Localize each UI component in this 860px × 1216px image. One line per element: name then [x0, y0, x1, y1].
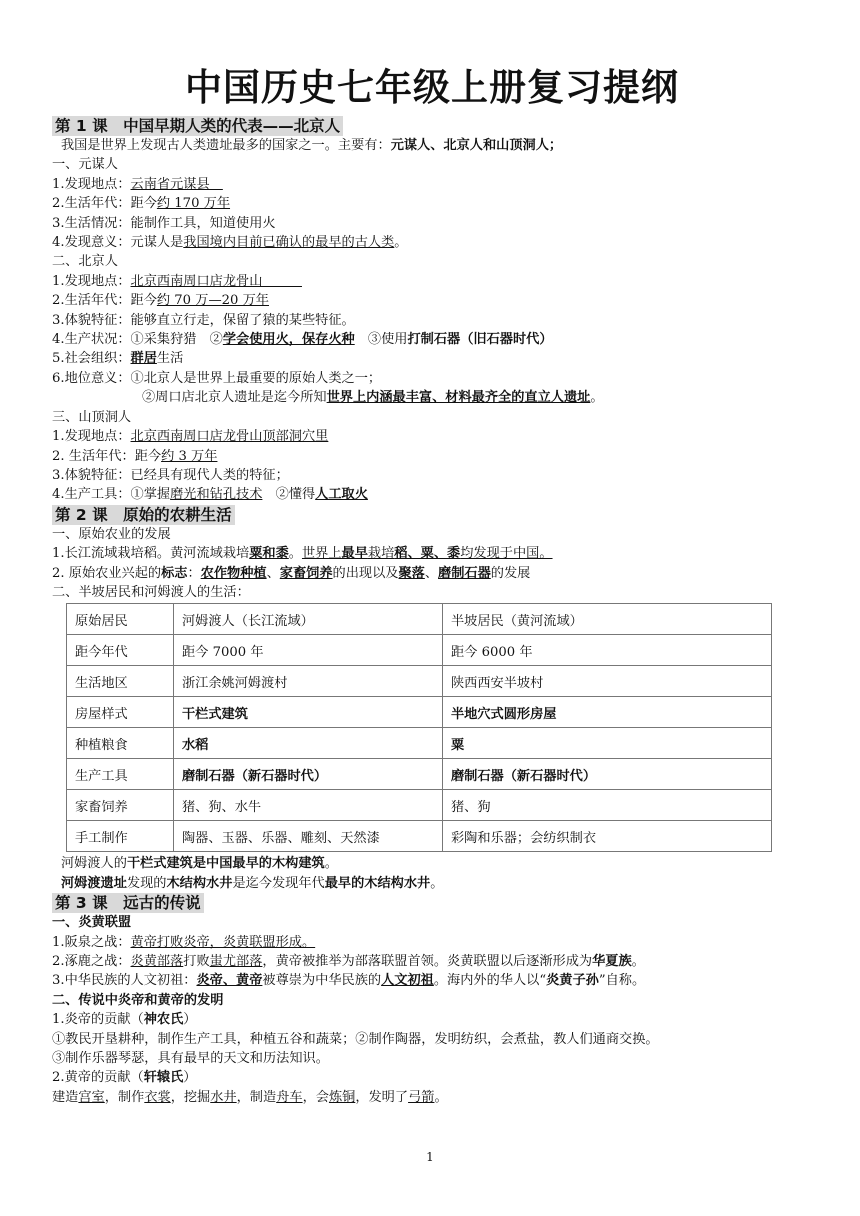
yuanmou-location: 1.发现地点：云南省元谋县 [52, 176, 223, 192]
table-row [67, 759, 772, 790]
table-cell: 猪、狗、水牛 [174, 790, 443, 821]
beijing-status-1: 6.地位意义：①北京人是世界上最重要的原始人类之一； [52, 370, 382, 386]
yandi-heading: 1.炎帝的贡献（神农氏） [52, 1012, 197, 1028]
table-cell: 水稻 [174, 728, 443, 759]
huangdi-heading: 2.黄帝的贡献（轩辕氏） [52, 1070, 197, 1086]
table-row [67, 790, 772, 821]
shanding-era: 2. 生活年代：距今约 3 万年 [52, 448, 218, 464]
beijing-status-2: ②周口店北京人遗址是迄今所知世界上内涵最丰富、材料最齐全的直立人遗址。 [142, 390, 604, 406]
table-row-label: 生产工具 [67, 759, 174, 790]
table-cell: 彩陶和乐器；会纺织制衣 [443, 821, 772, 852]
yandi-contrib-1: ①教民开垦耕种，制作生产工具，种植五谷和蔬菜；②制作陶器，发明纺织，会煮盐，教人们通商交换。 [52, 1031, 659, 1047]
table-row-label: 手工制作 [67, 821, 174, 852]
table-cell: 磨制石器（新石器时代） [443, 759, 772, 790]
battle-zhuolu: 2.涿鹿之战：炎黄部落打败蚩尤部落，黄帝被推举为部落联盟首领。炎黄联盟以后逐渐形成为华夏族。 [52, 953, 645, 969]
lesson-3-heading: 第 3 课 远古的传说 [52, 893, 204, 913]
section-beijing-heading: 二、北京人 [52, 254, 118, 270]
table-cell: 距今 6000 年 [443, 635, 772, 666]
lesson-2-heading: 第 2 课 原始的农耕生活 [52, 505, 235, 525]
section-yuanmou-heading: 一、元谋人 [52, 157, 118, 173]
huangdi-contrib: 建造宫室，制作衣裳，挖掘水井，制造舟车，会炼铜，发明了弓箭。 [52, 1089, 448, 1105]
section-agriculture-heading: 一、原始农业的发展 [52, 526, 171, 542]
table-row-label: 家畜饲养 [67, 790, 174, 821]
table-cell: 距今 7000 年 [174, 635, 443, 666]
comparison-table [66, 603, 772, 852]
hemudu-note-2: 河姆渡遗址发现的木结构水井是迄今发现年代最早的木结构水井。 [61, 875, 444, 891]
battle-banquan: 1.阪泉之战：黄帝打败炎帝，炎黄联盟形成。 [52, 934, 316, 950]
table-cell: 猪、狗 [443, 790, 772, 821]
table-cell: 陕西西安半坡村 [443, 666, 772, 697]
table-cell: 半地穴式圆形房屋 [443, 697, 772, 728]
beijing-society: 5.社会组织：群居生活 [52, 351, 184, 367]
shanding-features: 3.体貌特征：已经具有现代人类的特征； [52, 467, 289, 483]
table-cell: 粟 [443, 728, 772, 759]
beijing-features: 3.体貌特征：能够直立行走，保留了猿的某些特征。 [52, 312, 355, 328]
table-row-label: 原始居民 [67, 604, 174, 635]
beijing-era: 2.生活年代：距今约 70 万—20 万年 [52, 293, 269, 309]
lesson-1-intro: 我国是世界上发现古人类遗址最多的国家之一。主要有：元谋人、北京人和山顶洞人； [61, 138, 563, 153]
table-cell: 浙江余姚河姆渡村 [174, 666, 443, 697]
table-row-label: 房屋样式 [67, 697, 174, 728]
agriculture-crops: 1.长江流域栽培稻。黄河流域栽培粟和黍。世界上最早栽培稻、粟、黍均发现于中国。 [52, 546, 553, 562]
page-title: 中国历史七年级上册复习提纲 [185, 66, 679, 109]
section-residents-heading: 二、半坡居民和河姆渡人的生活： [52, 584, 250, 600]
lesson-1-heading: 第 1 课 中国早期人类的代表——北京人 [52, 116, 343, 136]
yandi-contrib-2: ③制作乐器琴瑟，具有最早的天文和历法知识。 [52, 1051, 329, 1066]
page-number: 1 [426, 1150, 434, 1164]
table-row [67, 697, 772, 728]
beijing-production: 4.生产状况：①采集狩猎 ②学会使用火，保存火种 ③使用打制石器（旧石器时代） [52, 332, 553, 348]
table-cell: 陶器、玉器、乐器、雕刻、天然漆 [174, 821, 443, 852]
agriculture-signs: 2. 原始农业兴起的标志：农作物种植、家畜饲养的出现以及聚落、磨制石器的发展 [52, 565, 531, 581]
table-row-label: 距今年代 [67, 635, 174, 666]
table-cell: 干栏式建筑 [174, 697, 443, 728]
table-row [67, 666, 772, 697]
yuanmou-era: 2.生活年代：距今约 170 万年 [52, 196, 231, 212]
cultural-ancestors: 3.中华民族的人文初祖：炎帝、黄帝被尊崇为中华民族的人文初祖。海内外的华人以“炎黄子孙”自称。 [52, 973, 646, 989]
table-cell: 河姆渡人（长江流域） [174, 604, 443, 635]
yuanmou-life: 3.生活情况：能制作工具，知道使用火 [52, 215, 276, 231]
table-row [67, 728, 772, 759]
shanding-tools: 4.生产工具：①掌握磨光和钻孔技术 ②懂得人工取火 [52, 487, 368, 503]
yuanmou-significance: 4.发现意义：元谋人是我国境内目前已确认的最早的古人类。 [52, 235, 408, 251]
section-shanding-heading: 三、山顶洞人 [52, 409, 132, 425]
section-alliance-heading: 一、炎黄联盟 [52, 915, 132, 931]
table-row-label: 生活地区 [67, 666, 174, 697]
beijing-location: 1.发现地点：北京西南周口店龙骨山 [52, 273, 302, 289]
section-inventions-heading: 二、传说中炎帝和黄帝的发明 [52, 992, 224, 1008]
table-row [67, 604, 772, 635]
table-cell: 半坡居民（黄河流域） [443, 604, 772, 635]
table-row [67, 821, 772, 852]
table-row-label: 种植粮食 [67, 728, 174, 759]
table-cell: 磨制石器（新石器时代） [174, 759, 443, 790]
table-row [67, 635, 772, 666]
document-page [52, 64, 812, 1107]
shanding-location: 1.发现地点：北京西南周口店龙骨山顶部洞穴里 [52, 429, 329, 445]
hemudu-note-1: 河姆渡人的干栏式建筑是中国最早的木构建筑。 [61, 856, 338, 872]
